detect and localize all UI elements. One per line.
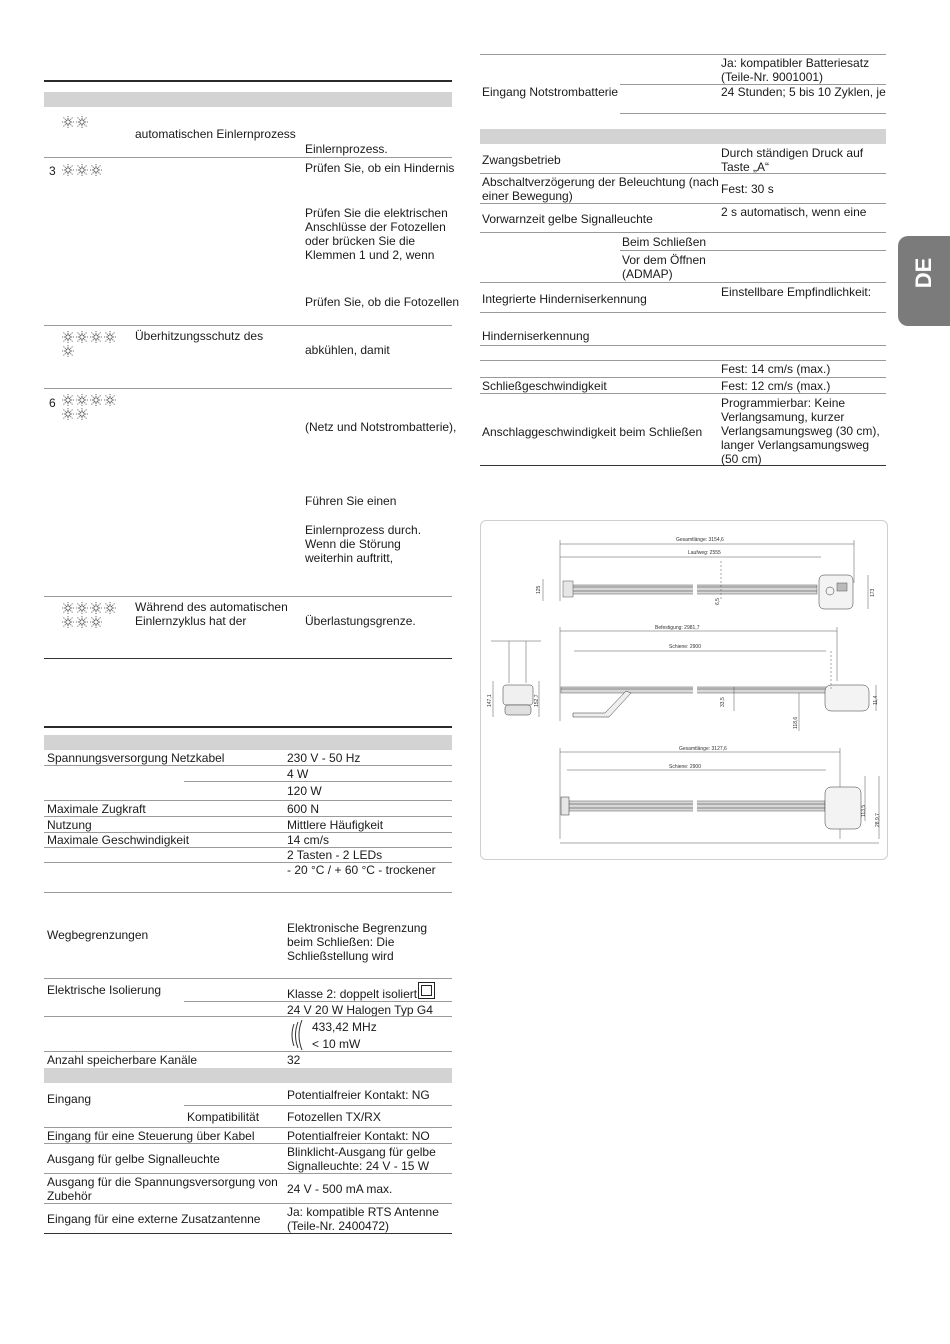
dimension-drawing-svg — [481, 521, 887, 859]
row-divider — [480, 54, 886, 55]
spec-value: 2 s automatisch, wenn eine — [721, 205, 867, 219]
spec-value: 2 Tasten - 2 LEDs — [287, 848, 383, 862]
dim-top-3: 173 — [870, 588, 876, 597]
row-divider — [620, 113, 886, 114]
dim-travel-top: Laufweg: 2555 — [688, 550, 721, 556]
row-divider — [44, 816, 452, 817]
io-sublabel: Kompatibilität — [187, 1110, 260, 1124]
dim-rail-middle: Schiene: 2900 — [669, 644, 701, 650]
blink-star-icon — [62, 602, 74, 614]
spec-value: Fest: 30 s — [721, 182, 774, 196]
row-divider — [480, 393, 886, 394]
spec-label: Hinderniserkennung — [482, 329, 590, 343]
row-divider — [44, 1016, 452, 1017]
spec-value: Fest: 14 cm/s (max.) — [721, 362, 831, 376]
row-divider — [44, 1203, 452, 1204]
spec-label: Wegbegrenzungen — [47, 928, 149, 942]
io-value: Potentialfreier Kontakt: NO — [287, 1129, 430, 1143]
cell-description: Überhitzungsschutz des — [135, 329, 264, 343]
io-label: Eingang — [47, 1092, 92, 1106]
dim-rail-bottom: Schiene: 2900 — [669, 764, 701, 770]
dim-mid-2: 152,7 — [534, 694, 540, 707]
cell-description: Während des automatischen Einlernzyklus hat der — [135, 600, 288, 628]
row-divider — [44, 388, 452, 389]
table-bottom-rule — [480, 465, 886, 466]
row-divider — [44, 325, 452, 326]
blink-star-icon — [104, 602, 116, 614]
blink-star-icon — [90, 616, 102, 628]
blink-star-icon — [76, 116, 88, 128]
row-divider — [620, 250, 886, 251]
blink-star-icon — [62, 408, 74, 420]
spec-value: 230 V - 50 Hz — [287, 751, 361, 765]
dim-mid-4: 118,6 — [793, 716, 799, 729]
row-divider — [44, 596, 452, 597]
cell-description: automatischen Einlernprozess — [135, 127, 296, 141]
spec-value: 4 W — [287, 767, 309, 781]
row-divider — [480, 360, 886, 361]
table-header-bar — [44, 92, 452, 107]
io-value: Fotozellen TX/RX — [287, 1110, 381, 1124]
table-bottom-rule — [44, 1233, 452, 1234]
row-divider — [184, 781, 452, 782]
spec-value: 32 — [287, 1053, 301, 1067]
dim-mount-middle: Befestigung: 2981,7 — [655, 625, 700, 631]
cell-remedy: Prüfen Sie, ob ein Hindernis — [305, 161, 455, 175]
cell-remedy: Einlernprozess durch. Wenn die Störung weiterhin auftritt, — [305, 523, 422, 565]
blink-star-icon — [76, 602, 88, 614]
spec-label: Spannungsversorgung Netzkabel — [47, 751, 225, 765]
spec-value: Ja: kompatibler Batteriesatz (Teile-Nr. 9001001) — [721, 56, 870, 84]
blink-star-icon — [104, 394, 116, 406]
spec-label: Anzahl speicherbare Kanäle — [47, 1053, 198, 1067]
spec-value: Elektronische Begrenzung beim Schließen: Die Schließstellung wird — [287, 921, 428, 963]
io-label: Eingang für eine externe Zusatzantenne — [47, 1212, 261, 1226]
cell-remedy: abkühlen, damit — [305, 343, 390, 357]
cell-remedy: Prüfen Sie die elektrischen Anschlüsse der Fotozellen oder brücken Sie die Klemmen 1 und 2, wenn — [305, 206, 448, 262]
row-divider — [44, 847, 452, 848]
language-tab-de[interactable] — [898, 236, 950, 326]
spec-value: Mittlere Häufigkeit — [287, 818, 384, 832]
blink-star-icon — [76, 164, 88, 176]
spec-label: Maximale Geschwindigkeit — [47, 833, 190, 847]
blink-star-icon — [62, 331, 74, 343]
dim-top-2: 6,5 — [715, 598, 721, 605]
cell-remedy: Einlernprozess. — [305, 142, 388, 156]
row-divider — [44, 1173, 452, 1174]
dim-mid-1: 147,1 — [487, 694, 493, 707]
row-divider — [480, 282, 886, 283]
blink-star-icon — [90, 394, 102, 406]
spec-value: Klasse 2: doppelt isoliert — [287, 987, 418, 1001]
dim-total-top: Gesamtlänge: 3154,6 — [676, 537, 724, 543]
spec-label: Integrierte Hinderniserkennung — [482, 292, 647, 306]
blink-indicator-7 — [62, 602, 126, 628]
blink-indicator-3 — [62, 164, 102, 176]
table-header-bar — [44, 735, 452, 750]
row-divider — [184, 1105, 452, 1106]
dim-bottom-2: 28,9,7 — [875, 813, 881, 827]
row-divider — [480, 377, 886, 378]
cell-remedy: (Netz und Notstrombatterie), — [305, 420, 457, 434]
io-value: 24 V - 500 mA max. — [287, 1182, 393, 1196]
blink-star-icon — [76, 394, 88, 406]
blink-star-icon — [62, 345, 74, 357]
spec-sublabel: Beim Schließen — [622, 235, 707, 249]
io-value: Ja: kompatible RTS Antenne (Teile-Nr. 2400472) — [287, 1205, 439, 1233]
spec-label: Anschlaggeschwindigkeit beim Schließen — [482, 425, 703, 439]
cell-code: 3 — [49, 164, 56, 178]
spec-label: Zwangsbetrieb — [482, 153, 561, 167]
blink-star-icon — [90, 164, 102, 176]
dim-total-bottom: Gesamtlänge: 3127,6 — [679, 746, 727, 752]
table-section-bar — [44, 1068, 452, 1083]
blink-star-icon — [62, 116, 74, 128]
spec-value: < 10 mW — [312, 1037, 361, 1051]
dim-mid-3: 33,5 — [720, 697, 726, 707]
io-label: Eingang für eine Steuerung über Kabel — [47, 1129, 255, 1143]
blink-star-icon — [76, 408, 88, 420]
io-label: Ausgang für die Spannungsversorgung von Zubehör — [47, 1175, 278, 1203]
spec-value: - 20 °C / + 60 °C - trockener — [287, 863, 436, 877]
spec-value: Programmierbar: Keine Verlangsamung, kurzer Verlangsamungsweg (30 cm), langer Verlangsamungsweg (50 cm) — [721, 396, 880, 466]
row-divider — [44, 1143, 452, 1144]
blink-indicator-6 — [62, 394, 126, 420]
table-top-rule — [44, 80, 452, 82]
row-divider — [44, 978, 452, 979]
spec-label: Abschaltverzögerung der Beleuchtung (nach einer Bewegung) — [482, 175, 719, 203]
spec-value: 24 Stunden; 5 bis 10 Zyklen, je — [721, 85, 886, 99]
cell-remedy: Führen Sie einen — [305, 494, 397, 508]
row-divider — [44, 1127, 452, 1128]
spec-label: Eingang Notstrombatterie — [482, 85, 619, 99]
blink-star-icon — [76, 331, 88, 343]
cell-code: 6 — [49, 396, 56, 410]
spec-value: Durch ständigen Druck auf Taste „A“ — [721, 146, 864, 174]
blink-star-icon — [90, 602, 102, 614]
spec-value: 120 W — [287, 784, 322, 798]
dimension-drawing — [480, 520, 888, 860]
spec-label: Nutzung — [47, 818, 92, 832]
row-divider — [184, 1001, 452, 1002]
spec-value: 14 cm/s — [287, 833, 330, 847]
cell-remedy: Prüfen Sie, ob die Fotozellen — [305, 295, 460, 309]
dim-top-1: 125 — [536, 585, 542, 594]
row-divider — [480, 345, 886, 346]
io-value: Blinklicht-Ausgang für gelbe Signalleuchte: 24 V - 15 W — [287, 1145, 436, 1173]
spec-label: Schließgeschwindigkeit — [482, 379, 607, 393]
spec-value: 24 V 20 W Halogen Typ G4 — [287, 1003, 433, 1017]
radio-wave-icon — [288, 1020, 304, 1050]
row-divider — [480, 203, 886, 204]
blink-star-icon — [104, 331, 116, 343]
spec-label: Maximale Zugkraft — [47, 802, 146, 816]
spec-label: Elektrische Isolierung — [47, 983, 162, 997]
blink-indicator-4 — [62, 331, 126, 357]
row-divider — [480, 173, 886, 174]
blink-indicator-2 — [62, 116, 88, 128]
dim-mid-5: 11,4 — [873, 695, 879, 705]
blink-star-icon — [90, 331, 102, 343]
row-divider — [44, 892, 452, 893]
blink-star-icon — [62, 394, 74, 406]
spec-value: Einstellbare Empfindlichkeit: — [721, 285, 872, 299]
io-label: Ausgang für gelbe Signalleuchte — [47, 1152, 220, 1166]
spec-sublabel: Vor dem Öffnen (ADMAP) — [622, 253, 706, 281]
language-tab-label: DE — [911, 257, 936, 289]
spec-value: 433,42 MHz — [312, 1020, 377, 1034]
spec-value: 600 N — [287, 802, 320, 816]
blink-star-icon — [62, 616, 74, 628]
table-top-rule — [44, 726, 452, 728]
row-divider — [44, 1051, 452, 1052]
cell-remedy: Überlastungsgrenze. — [305, 614, 416, 628]
row-divider — [480, 312, 886, 313]
spec-value: Fest: 12 cm/s (max.) — [721, 379, 831, 393]
row-divider — [44, 765, 452, 766]
dim-bottom-1: 113,5 — [861, 804, 867, 817]
blink-star-icon — [62, 164, 74, 176]
table-section-bar — [480, 129, 886, 144]
row-divider — [480, 232, 886, 233]
spec-label: Vorwarnzeit gelbe Signalleuchte — [482, 212, 653, 226]
io-value: Potentialfreier Kontakt: NG — [287, 1088, 430, 1102]
table-bottom-rule — [44, 658, 452, 659]
row-divider — [44, 157, 452, 158]
blink-star-icon — [76, 616, 88, 628]
double-insulation-icon-inner — [421, 985, 432, 996]
row-divider — [44, 800, 452, 801]
